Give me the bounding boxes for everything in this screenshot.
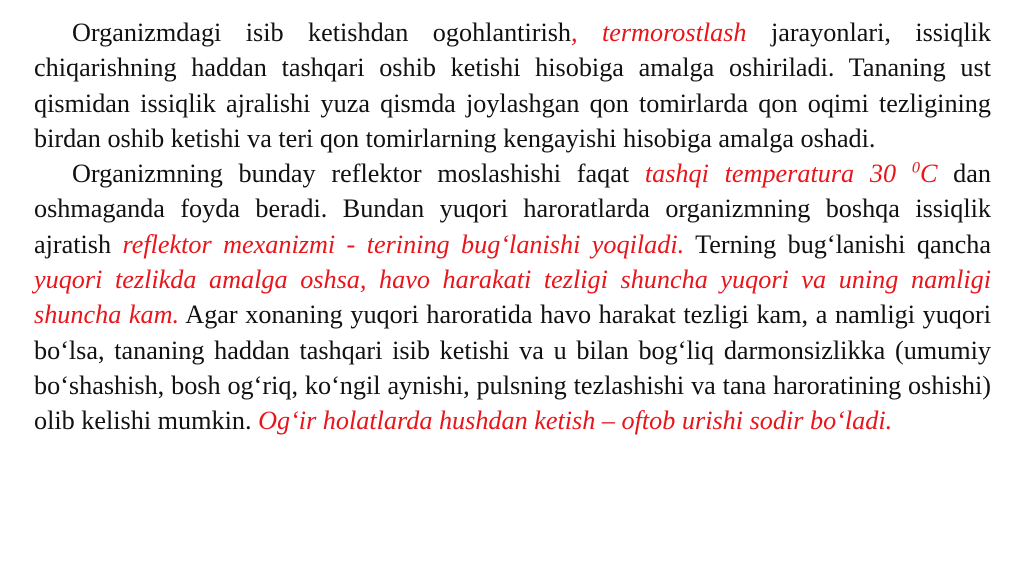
paragraph-2-segment: dan oshmaganda foyda beradi. Bundan yuqori haroratlarda organizmning boshqa issiqlik ajratish: [34, 159, 991, 259]
paragraph-1-segment: Organizmdagi isib ketishdan ogohlantirish: [72, 18, 571, 47]
paragraph-2-highlight-temperature: tashqi temperatura 30: [644, 159, 912, 189]
paragraph-2: [34, 156, 991, 438]
paragraph-1-highlight-termorostlash: , termorostlash: [571, 18, 747, 47]
paragraph-2-highlight-sunstroke: Og‘ir holatlarda hushdan ketish – oftob urishi sodir bo‘ladi.: [258, 406, 893, 436]
paragraph-2-highlight-evaporation: yuqori tezlikda amalga oshsa, havo harakati tezligi shuncha yuqori va uning namligi shuncha kam.: [34, 265, 991, 330]
paragraph-1: [34, 15, 991, 156]
paragraph-2-segment: Agar xonaning yuqori haroratida havo harakat tezligi kam, a namligi yuqori bo‘lsa, tananing haddan tashqari isib ketishi va u bilan bog‘liq darmonsizlikka (umumiy bo‘shashish, bosh og‘riq, ko‘ngil aynishi, pulsning tezlashishi va tana haroratining oshishi) olib kelishi mumkin.: [34, 300, 991, 436]
paragraph-1-segment: jarayonlari, issiqlik chiqarishning haddan tashqari oshib ketishi hisobiga amalga oshiriladi. Tananing ust qismidan issiqlik ajralishi yuza qismda joylashgan qon tomirlarda qon oqimi tezligining birdan oshib ketishi va teri qon tomirlarning kengayishi hisobiga amalga oshadi.: [34, 18, 992, 153]
paragraph-2-degree-superscript: 0: [911, 158, 920, 177]
paragraph-2-highlight-mechanism: reflektor mexanizmi - terining bug‘lanishi yoqiladi.: [122, 229, 685, 259]
paragraph-2-segment: Organizmning bunday reflektor moslashishi faqat: [72, 159, 645, 189]
document-body: [34, 15, 991, 439]
paragraph-2-segment: Terning bug‘lanishi qancha: [684, 229, 991, 259]
paragraph-2-highlight-celsius: C: [919, 159, 938, 189]
